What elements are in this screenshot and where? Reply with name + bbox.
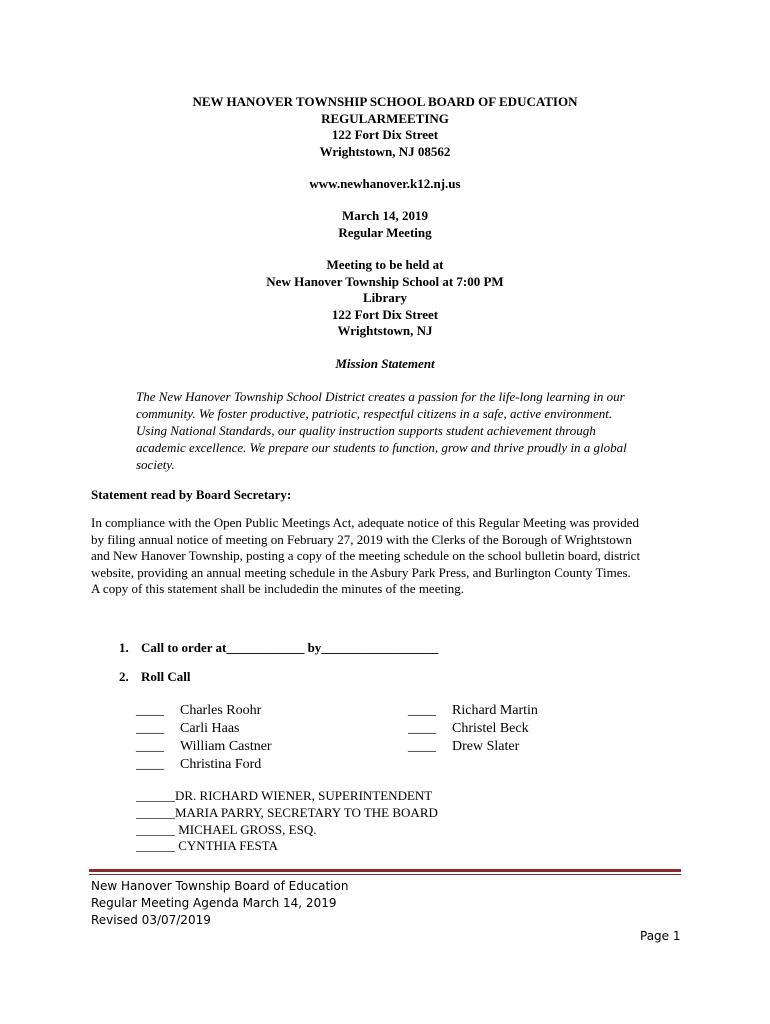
roll-call-row [136,702,272,720]
footer-agenda: Regular Meeting Agenda March 14, 2019 [91,896,337,910]
statement-line: by filing annual notice of meeting on February 27, 2019 with the Clerks of the Borough of Wrightstown [91,531,632,547]
mission-line: academic excellence. We prepare our students to function, grow and thrive proudly in a global [136,440,627,455]
location-street: 122 Fort Dix Street [331,306,439,322]
attendance-blank: ____ [136,739,164,754]
statement-paragraph [91,515,691,598]
mission-line: The New Hanover Township School District creates a passion for the life-long learning in our [136,389,625,404]
location-school: New Hanover Township School at 7:00 PM [266,273,504,289]
address-street: 122 Fort Dix Street [331,127,439,142]
address-city: Wrightstown, NJ 08562 [319,143,451,159]
location-block [0,257,770,340]
meeting-date: March 14, 2019 [341,208,429,223]
mission-line: community. We foster productive, patriotic, respectful citizens in a safe, active environment. [136,406,613,421]
mission-statement [136,388,666,473]
agenda-item-number: 2. [119,669,129,684]
roll-call-row [408,720,538,738]
statement-line: A copy of this statement shall be includedin the minutes of the meeting. [91,581,464,597]
member-name: Richard Martin [452,703,538,718]
page-number: Page 1 [640,929,681,943]
member-name: Drew Slater [452,739,520,754]
staff-line: ______ CYNTHIA FESTA [136,838,278,854]
location-city: Wrightstown, NJ [337,323,433,338]
staff-line: ______DR. RICHARD WIENER, SUPERINTENDENT [136,788,433,803]
footer-board: New Hanover Township Board of Education [91,879,349,893]
statement-line: and New Hanover Township, posting a copy of the meeting schedule on the school bulletin board, district [91,548,641,564]
staff-list [136,788,438,855]
website-block [0,176,770,193]
mission-title: Mission Statement [335,356,435,371]
staff-line: ______ MICHAEL GROSS, ESQ. [136,821,317,837]
roll-call-row [136,738,272,756]
date-block [0,208,770,241]
roll-call-row [136,720,272,738]
roll-call-left [136,702,272,774]
statement-line: In compliance with the Open Public Meetings Act, adequate notice of this Regular Meeting was provided [91,515,640,530]
attendance-blank: ____ [408,739,436,754]
member-name: Christel Beck [452,721,529,736]
agenda-item-roll-call [119,669,190,685]
meeting-label: REGULARMEETING [321,110,449,126]
staff-line: ______MARIA PARRY, SECRETARY TO THE BOARD [136,804,438,820]
header-block [0,94,770,160]
agenda-item-text: Roll Call [141,669,191,684]
roll-call-row [136,756,272,774]
member-name: Charles Roohr [180,703,262,718]
attendance-blank: ____ [136,757,164,772]
attendance-blank: ____ [408,703,436,718]
statement-line: website, providing an annual meeting schedule in the Asbury Park Press, and Burlington County Times. [91,564,631,580]
attendance-blank: ____ [136,703,164,718]
mission-line: Using National Standards, our quality instruction supports student achievement through [136,423,596,438]
roll-call-right [408,702,538,756]
footer [91,878,348,929]
footer-revised: Revised 03/07/2019 [91,913,211,927]
mission-line: society. [136,457,175,472]
meeting-type: Regular Meeting [338,224,432,240]
statement-heading: Statement read by Board Secretary: [91,487,292,502]
roll-call-row [408,738,538,756]
roll-call-row [408,702,538,720]
agenda-item-number: 1. [119,640,129,655]
board-name: NEW HANOVER TOWNSHIP SCHOOL BOARD OF EDUCATION [192,94,578,109]
footer-divider-thin [89,874,681,875]
member-name: Carli Haas [180,721,240,736]
agenda-item-text: Call to order at____________ by__________________ [141,640,439,655]
member-name: William Castner [180,739,272,754]
member-name: Christina Ford [180,757,262,772]
website: www.newhanover.k12.nj.us [309,176,461,191]
agenda-item-call-to-order [119,640,438,656]
location-room: Library [362,290,408,305]
location-intro: Meeting to be held at [326,257,444,272]
attendance-blank: ____ [136,721,164,736]
footer-divider-thick [89,869,681,872]
attendance-blank: ____ [408,721,436,736]
